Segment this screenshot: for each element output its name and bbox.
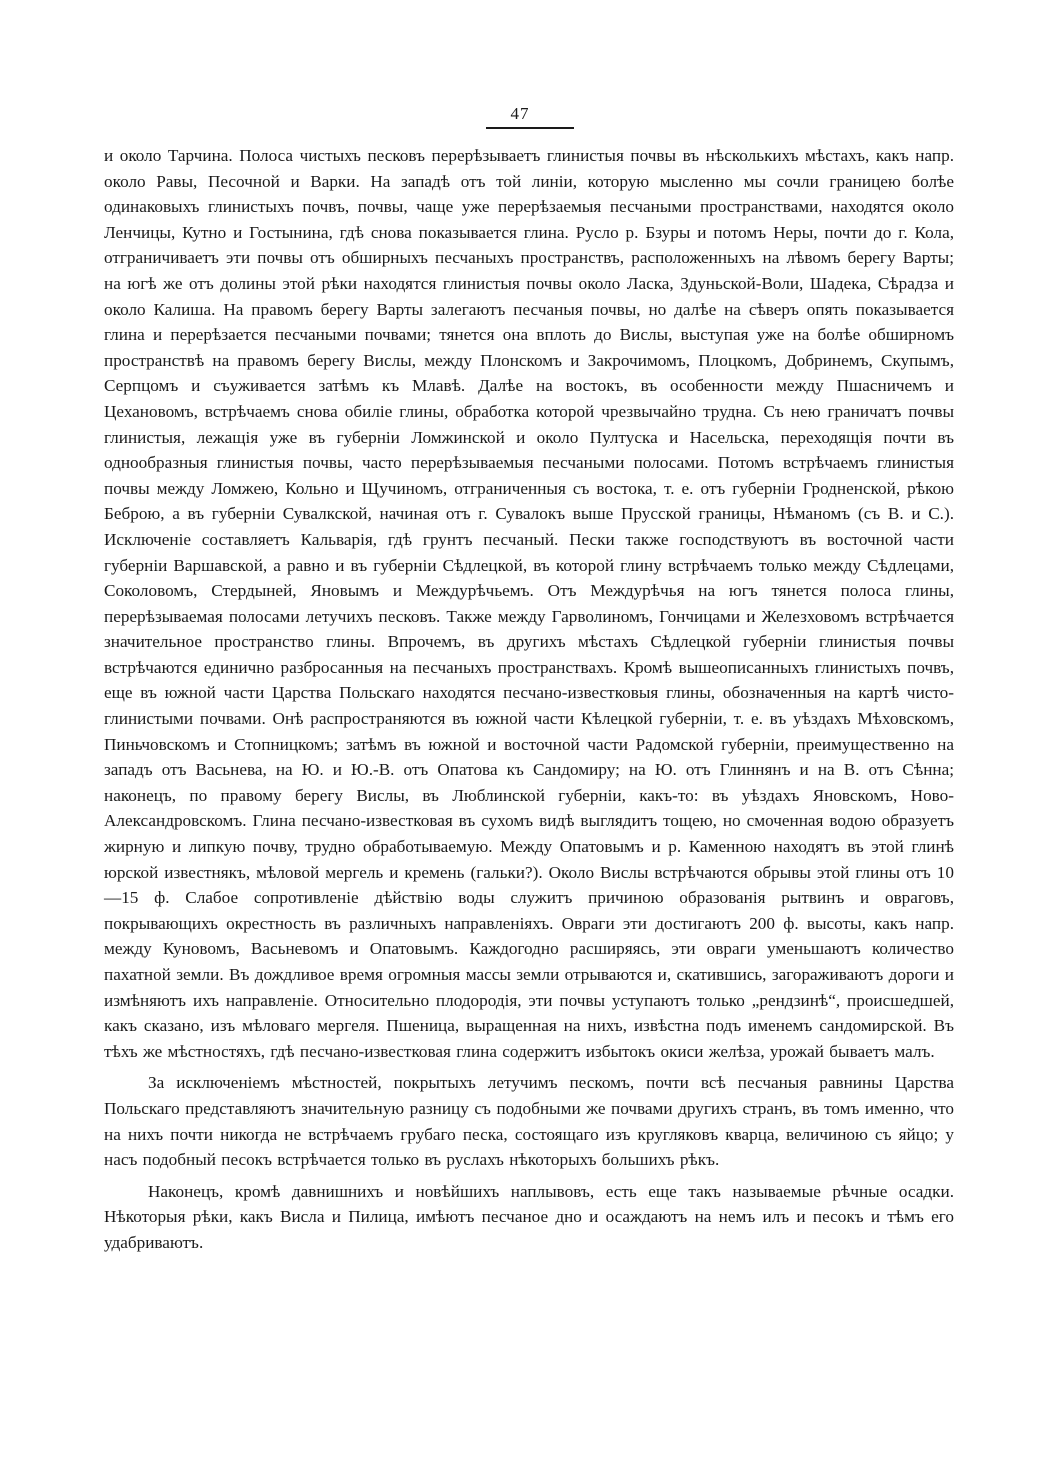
page-number-underline [486,127,574,129]
page-number: 47 [510,104,530,123]
paragraph-river-deposits: Наконецъ, кромѣ давнишнихъ и новѣйшихъ наплывовъ, есть еще такъ называемые рѣчные осадки. Нѣкоторыя рѣки, какъ Висла и Пилица, имѣютъ песчаное дно и осаждаютъ на немъ илъ и песокъ и тѣмъ его удабриваютъ. [104,1181,954,1252]
paragraph-continuation: и около Тарчина. Полоса чистыхъ песковъ перерѣзываетъ глинистыя почвы въ нѣсколькихъ мѣстахъ, какъ напр. около Равы, Песочной и Варки. На западѣ отъ той линіи, которую мысленно мы сочли границею болѣе одинаковыхъ глинистыхъ почвъ, почвы, чаще уже перерѣзаемыя песчаными пространствами, находятся около Ленчицы, Кутно и Гостынина, гдѣ снова показывается глина. Русло р. Бзуры и потомъ Неры, почти до г. Кола, отграничиваетъ эти почвы отъ обширныхъ песчаныхъ пространствъ, расположенныхъ на лѣвомъ берегу Варты; на югѣ же отъ долины этой рѣки находятся глинистыя почвы около Ласка, Здуньской-Воли, Шадека, Сѣрадза и около Калиша. На правомъ берегу Варты залегаютъ песчаныя почвы, но далѣе на сѣверъ опять показывается глина и перерѣзается песчаными почвами; тянется она вплоть до Вислы, выступая уже на болѣе обширномъ пространствѣ на правомъ берегу Вислы, между Плонскомъ и Закрочимомъ, Плоцкомъ, Добринемъ, Скупымъ, Серпцомъ и съуживается затѣмъ къ Млавѣ. Далѣе на востокъ, въ особенности между Пшасничемъ и Цехановомъ, встрѣчаемъ снова обиліе глины, обработка которой чрезвычайно трудна. Съ нею граничатъ почвы глинистыя, лежащія уже въ губерніи Ломжинской и около Пултуска и Насельска, переходящія почти въ однообразныя глинистыя почвы, часто перерѣзываемыя песчаными полосами. Потомъ встрѣчаемъ глинистыя почвы между Ломжею, Кольно и Щучиномъ, отграниченныя съ востока, т. е. отъ губерніи Гродненской, рѣкою Беброю, а въ губерніи Сувалкской, начиная отъ г. Сувалокъ выше Прусской границы, Нѣманомъ (съ В. и С.). Исключеніе составляетъ Кальварія, гдѣ грунтъ песчаный. Пески также господствуютъ въ восточной части губерніи Варшавской, а равно и въ губерніи Сѣдлецкой, въ которой глину встрѣчаемъ только между Сѣдлецами, Соколовомъ, Стердыней, Яновымъ и Междурѣчьемъ. Отъ Междурѣчья на югъ тянется полоса глины, перерѣзываемая полосами летучихъ песковъ. Также между Гарволиномъ, Гончицами и Железховомъ встрѣчается значительное пространство глины. Впрочемъ, въ другихъ мѣстахъ Сѣдлецкой губерніи глинистыя почвы встрѣчаются единично разбросанныя на песчаныхъ пространствахъ. Кромѣ вышеописанныхъ глинистыхъ почвъ, еще въ южной части Царства Польскаго находятся песчано-известковыя глины, обозначенныя на картѣ чисто-глинистыми почвами. Онѣ распространяются въ южной части Кѣлецкой губерніи, т. е. въ уѣздахъ Мѣховскомъ, Пиньчовскомъ и Стопницкомъ; затѣмъ въ южной и восточной части Радомской губерніи, преимущественно на западъ отъ Васьнева, на Ю. и Ю.-В. отъ Опатова къ Сандомиру; на Ю. отъ Глиннянъ и на В. отъ Сѣнна; наконецъ, по правому берегу Вислы, въ Люблинской губерніи, какъ-то: въ уѣздахъ Яновскомъ, Ново-Александровскомъ. Глина песчано-известковая въ сухомъ видѣ выглядитъ тощею, но смоченная водою образуетъ жирную и липкую почву, трудно обработываемую. Между Опатовымъ и р. Каменною находятъ въ этой глинѣ юрской известнякъ, мѣловой мергель и кремень (гальки?). Около Вислы встрѣчаются обрывы этой глины отъ 10—15 ф. Слабое сопротивленіе дѣйствію воды служитъ причиною образованія рытвинъ и овраговъ, покрывающихъ окрестность въ различныхъ направленіяхъ. Овраги эти достигаютъ 200 ф. высоты, какъ напр. между Куновомъ, Васьневомъ и Опатовымъ. Каждогодно расширяясь, эти овраги уменьшаютъ количество пахатной земли. Въ дождливое время огромныя массы земли отрываются и, скатившись, загораживаютъ дороги и измѣняютъ ихъ направленіе. Относительно плодородія, эти почвы уступаютъ только „рендзинѣ“, происшедшей, какъ сказано, изъ мѣловаго мергеля. Пшеница, выращенная на нихъ, извѣстна подъ именемъ сандомирской. Въ тѣхъ же мѣстностяхъ, гдѣ песчано-известковая глина содержитъ избытокъ окиси желѣза, урожай бываетъ малъ. [104,146,954,1061]
paragraph-sandy-plains: За исключеніемъ мѣстностей, покрытыхъ летучимъ пескомъ, почти всѣ песчаныя равнины Царства Польскаго представляютъ значительную разницу съ подобными же почвами другихъ странъ, въ томъ именно, что на нихъ почти никогда не встрѣчаемъ грубаго песка, состоящаго изъ кругляковъ кварца, величиною съ яйцо; у насъ подобный песокъ встрѣчается только въ руслахъ нѣкоторыхъ большихъ рѣкъ. [104,1073,954,1170]
body-text [104,143,954,1256]
